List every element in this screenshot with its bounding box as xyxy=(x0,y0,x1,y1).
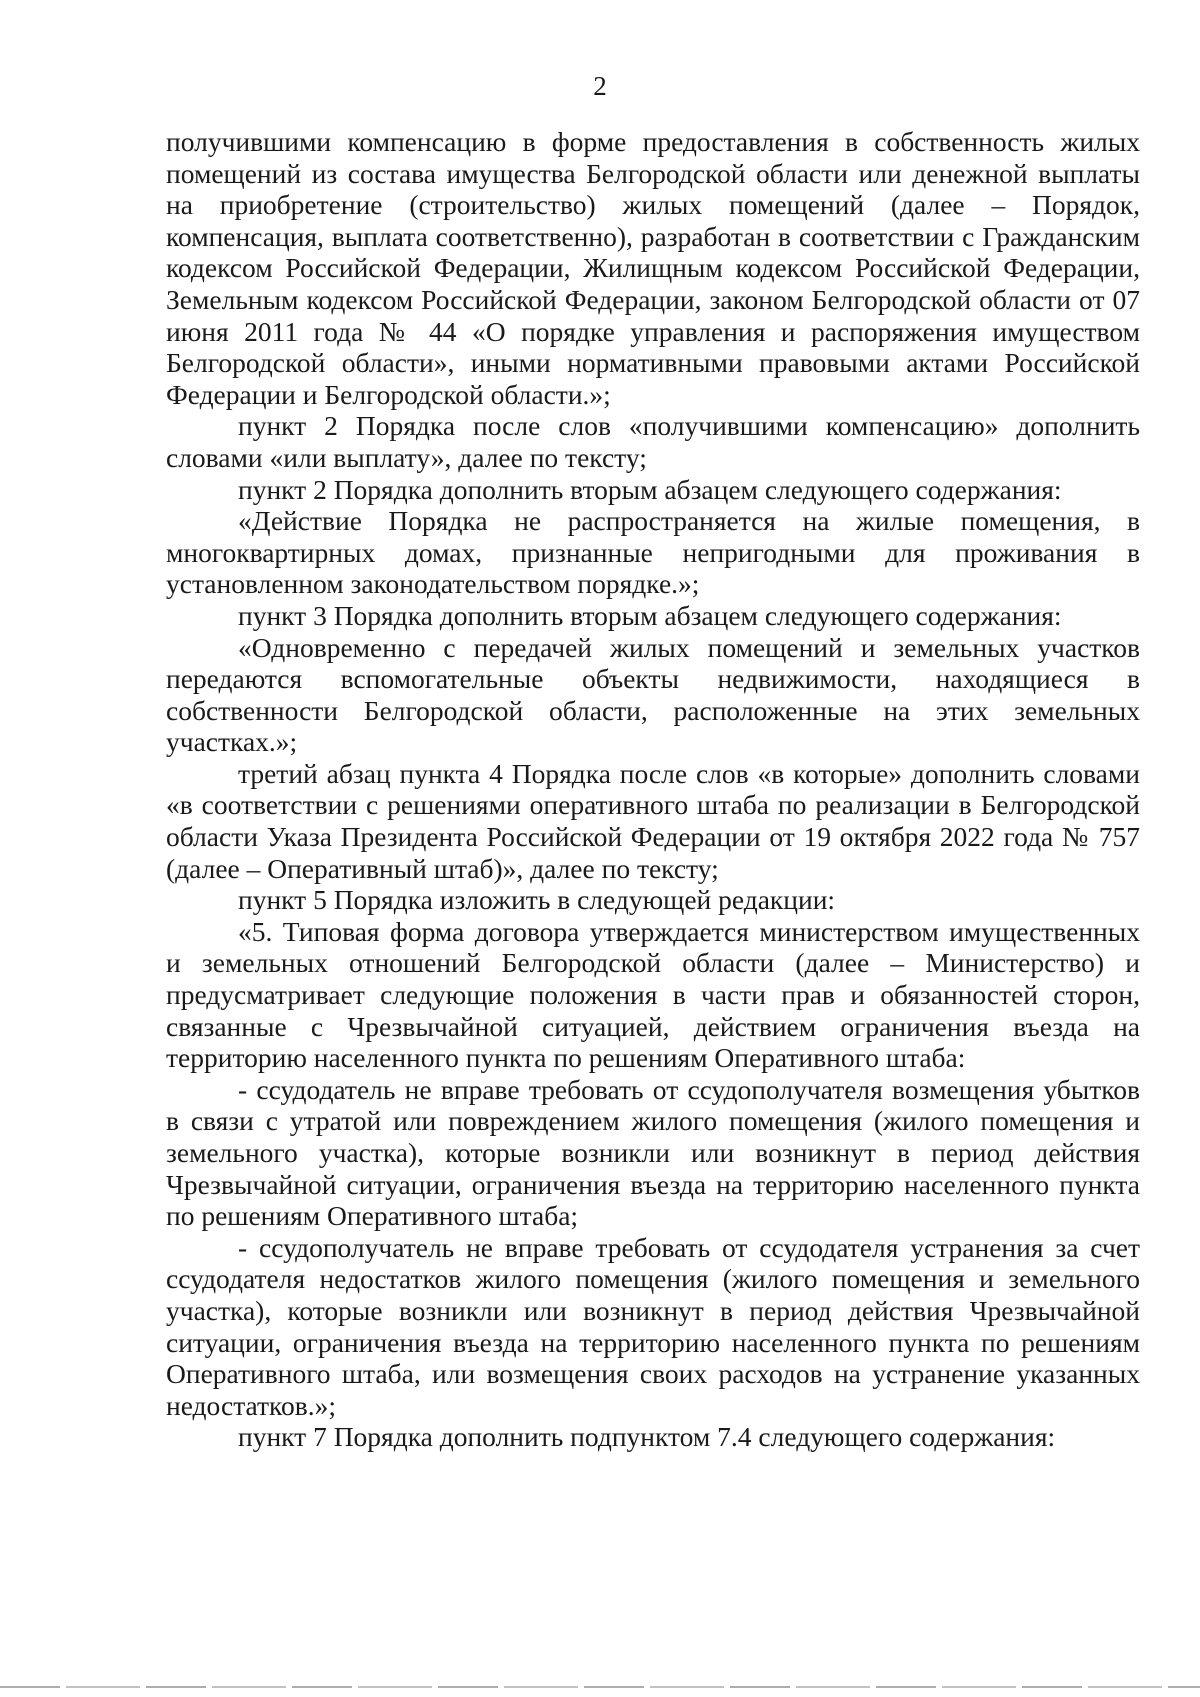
paragraph-quote: «Одновременно с передачей жилых помещений и земельных участков передаются вспомогательные объекты недвижимости, находящиеся в собственности Белгородской области, расположенные на этих земельных участках.»; xyxy=(166,631,1140,758)
paragraph: пункт 3 Порядка дополнить вторым абзацем следующего содержания: xyxy=(238,599,1062,631)
page-number: 2 xyxy=(593,71,607,101)
paragraph: третий абзац пункта 4 Порядка после слов «в которые» дополнить словами «в соответствии с решениями оперативного штаба по реализации в Белгородской области Указа Президента Российской Федерации от 19 октября 2022 года № 757 (далее – Оперативный штаб)», далее по тексту; xyxy=(166,757,1140,884)
paragraph: пункт 5 Порядка изложить в следующей редакции: xyxy=(238,884,836,916)
paragraph-continuation: получившими компенсацию в форме предоставления в собственность жилых помещений из состава имущества Белгородской области или денежной выплаты на приобретение (строительство) жилых помещений (далее – Порядок, компенсация, выплата соответственно), разработан в соответствии с Гражданским кодексом Российской Федерации, Жилищным кодексом Российской Федерации, Земельным кодексом Российской Федерации, законом Белгородской области от 07 июня 2011 года № 44 «О порядке управления и распоряжения имуществом Белгородской области», иными нормативными правовыми актами Российской Федерации и Белгородской области.»; xyxy=(166,126,1140,410)
document-body xyxy=(166,126,1140,1453)
paragraph: пункт 2 Порядка дополнить вторым абзацем следующего содержания: xyxy=(238,473,1062,505)
paragraph: пункт 7 Порядка дополнить подпунктом 7.4 следующего содержания: xyxy=(238,1421,1056,1453)
paragraph: пункт 2 Порядка после слов «получившими компенсацию» дополнить словами «или выплату», далее по тексту; xyxy=(166,410,1140,473)
list-item: - ссудополучатель не вправе требовать от ссудодателя устранения за счет ссудодателя недостатков жилого помещения (жилого помещения и земельного участка), которые возникли или возникнут в период действия Чрезвычайной ситуации, ограничения въезда на территорию населенного пункта по решениям Оперативного штаба, или возмещения своих расходов на устранение указанных недостатков.»; xyxy=(166,1231,1140,1421)
paragraph-quote: «Действие Порядка не распространяется на жилые помещения, в многоквартирных домах, признанные непригодными для проживания в установленном законодательством порядке.»; xyxy=(166,505,1140,600)
scan-edge-line xyxy=(0,1686,1200,1688)
paragraph-quote: «5. Типовая форма договора утверждается министерством имущественных и земельных отношений Белгородской области (далее – Министерство) и предусматривает следующие положения в части прав и обязанностей сторон, связанные с Чрезвычайной ситуацией, действием ограничения въезда на территорию населенного пункта по решениям Оперативного штаба: xyxy=(166,915,1140,1074)
list-item: - ссудодатель не вправе требовать от ссудополучателя возмещения убытков в связи с утратой или повреждением жилого помещения (жилого помещения и земельного участка), которые возникли или возникнут в период действия Чрезвычайной ситуации, ограничения въезда на территорию населенного пункта по решениям Оперативного штаба; xyxy=(166,1073,1140,1232)
